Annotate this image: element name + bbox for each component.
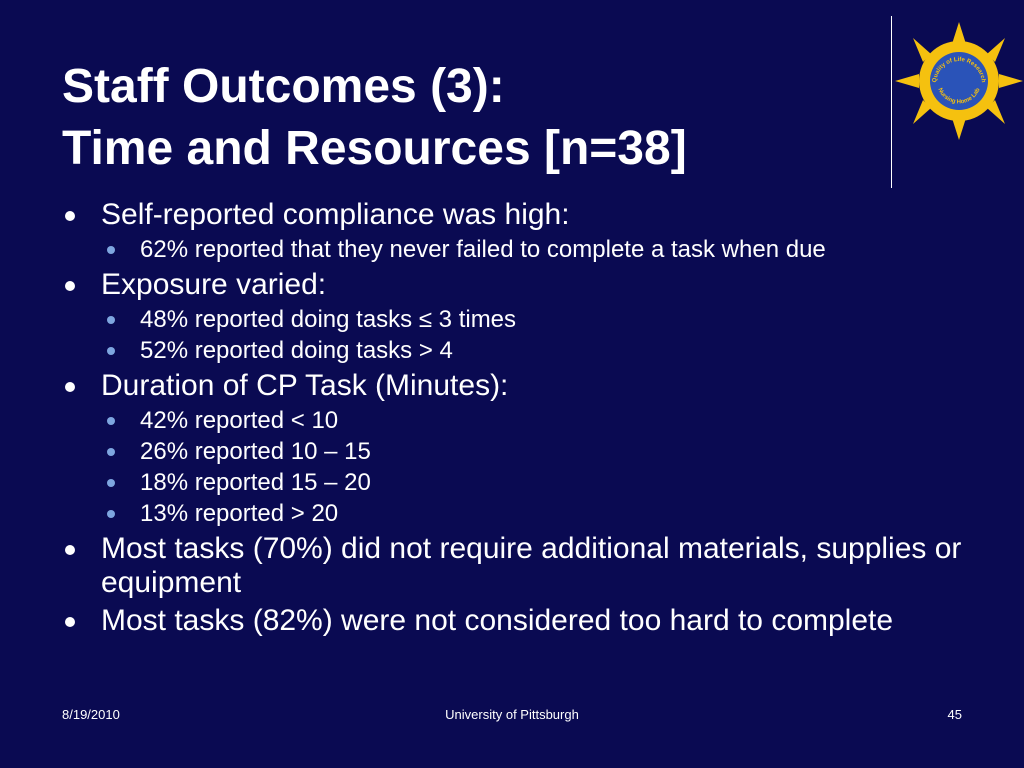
sub-bullet-text: 48% reported doing tasks ≤ 3 times (140, 306, 517, 333)
sub-bullet-compliance-62 (62, 236, 1002, 264)
bullet-text: Most tasks (70%) did not require additional materials, supplies or equipment (101, 532, 962, 599)
bullet-dot-icon (65, 281, 75, 291)
bullet-difficulty (62, 604, 1002, 638)
sub-bullet-text: 62% reported that they never failed to complete a task when due (140, 236, 826, 263)
sun-logo-icon (893, 22, 1024, 140)
bullet-list (62, 194, 1002, 642)
sub-bullet-duration-42 (62, 407, 1002, 435)
sub-bullet-exposure-48 (62, 306, 1002, 334)
sub-bullet-dot-icon (107, 479, 115, 487)
bullet-exposure (62, 268, 1002, 302)
bullet-text: Most tasks (82%) were not considered too hard to complete (101, 604, 894, 637)
logo-text-bottom: Nursing Home Lab (936, 87, 982, 106)
bullet-dot-icon (65, 617, 75, 627)
bullet-dot-icon (65, 545, 75, 555)
sub-bullet-dot-icon (107, 316, 115, 324)
footer-organization: University of Pittsburgh (445, 707, 579, 722)
bullet-text: Self-reported compliance was high: (101, 198, 570, 231)
bullet-dot-icon (65, 211, 75, 221)
sub-bullet-dot-icon (107, 448, 115, 456)
sub-bullet-text: 52% reported doing tasks > 4 (140, 337, 453, 364)
sub-bullet-duration-13 (62, 500, 1002, 528)
sub-bullet-dot-icon (107, 246, 115, 254)
bullet-dot-icon (65, 382, 75, 392)
sub-bullet-dot-icon (107, 417, 115, 425)
bullet-duration (62, 369, 1002, 403)
sub-bullet-text: 13% reported > 20 (140, 500, 339, 527)
slide-title-line-1: Staff Outcomes (3): (62, 60, 505, 113)
sub-bullet-text: 18% reported 15 – 20 (140, 469, 371, 496)
bullet-materials (62, 532, 1002, 600)
title-divider-line (891, 16, 892, 188)
sub-bullet-dot-icon (107, 347, 115, 355)
sub-bullet-exposure-52 (62, 337, 1002, 365)
logo-text-top: Quality of Life Research (931, 56, 986, 83)
slide-title-line-2: Time and Resources [n=38] (62, 122, 687, 175)
bullet-text: Exposure varied: (101, 268, 327, 301)
sub-bullet-text: 42% reported < 10 (140, 407, 339, 434)
sub-bullet-dot-icon (107, 510, 115, 518)
slide-title (62, 56, 687, 180)
footer-page-number: 45 (947, 707, 962, 722)
sub-bullet-duration-18 (62, 469, 1002, 497)
footer-date: 8/19/2010 (62, 707, 120, 722)
bullet-text: Duration of CP Task (Minutes): (101, 369, 509, 402)
sub-bullet-text: 26% reported 10 – 15 (140, 438, 371, 465)
bullet-compliance (62, 198, 1002, 232)
sub-bullet-duration-26 (62, 438, 1002, 466)
